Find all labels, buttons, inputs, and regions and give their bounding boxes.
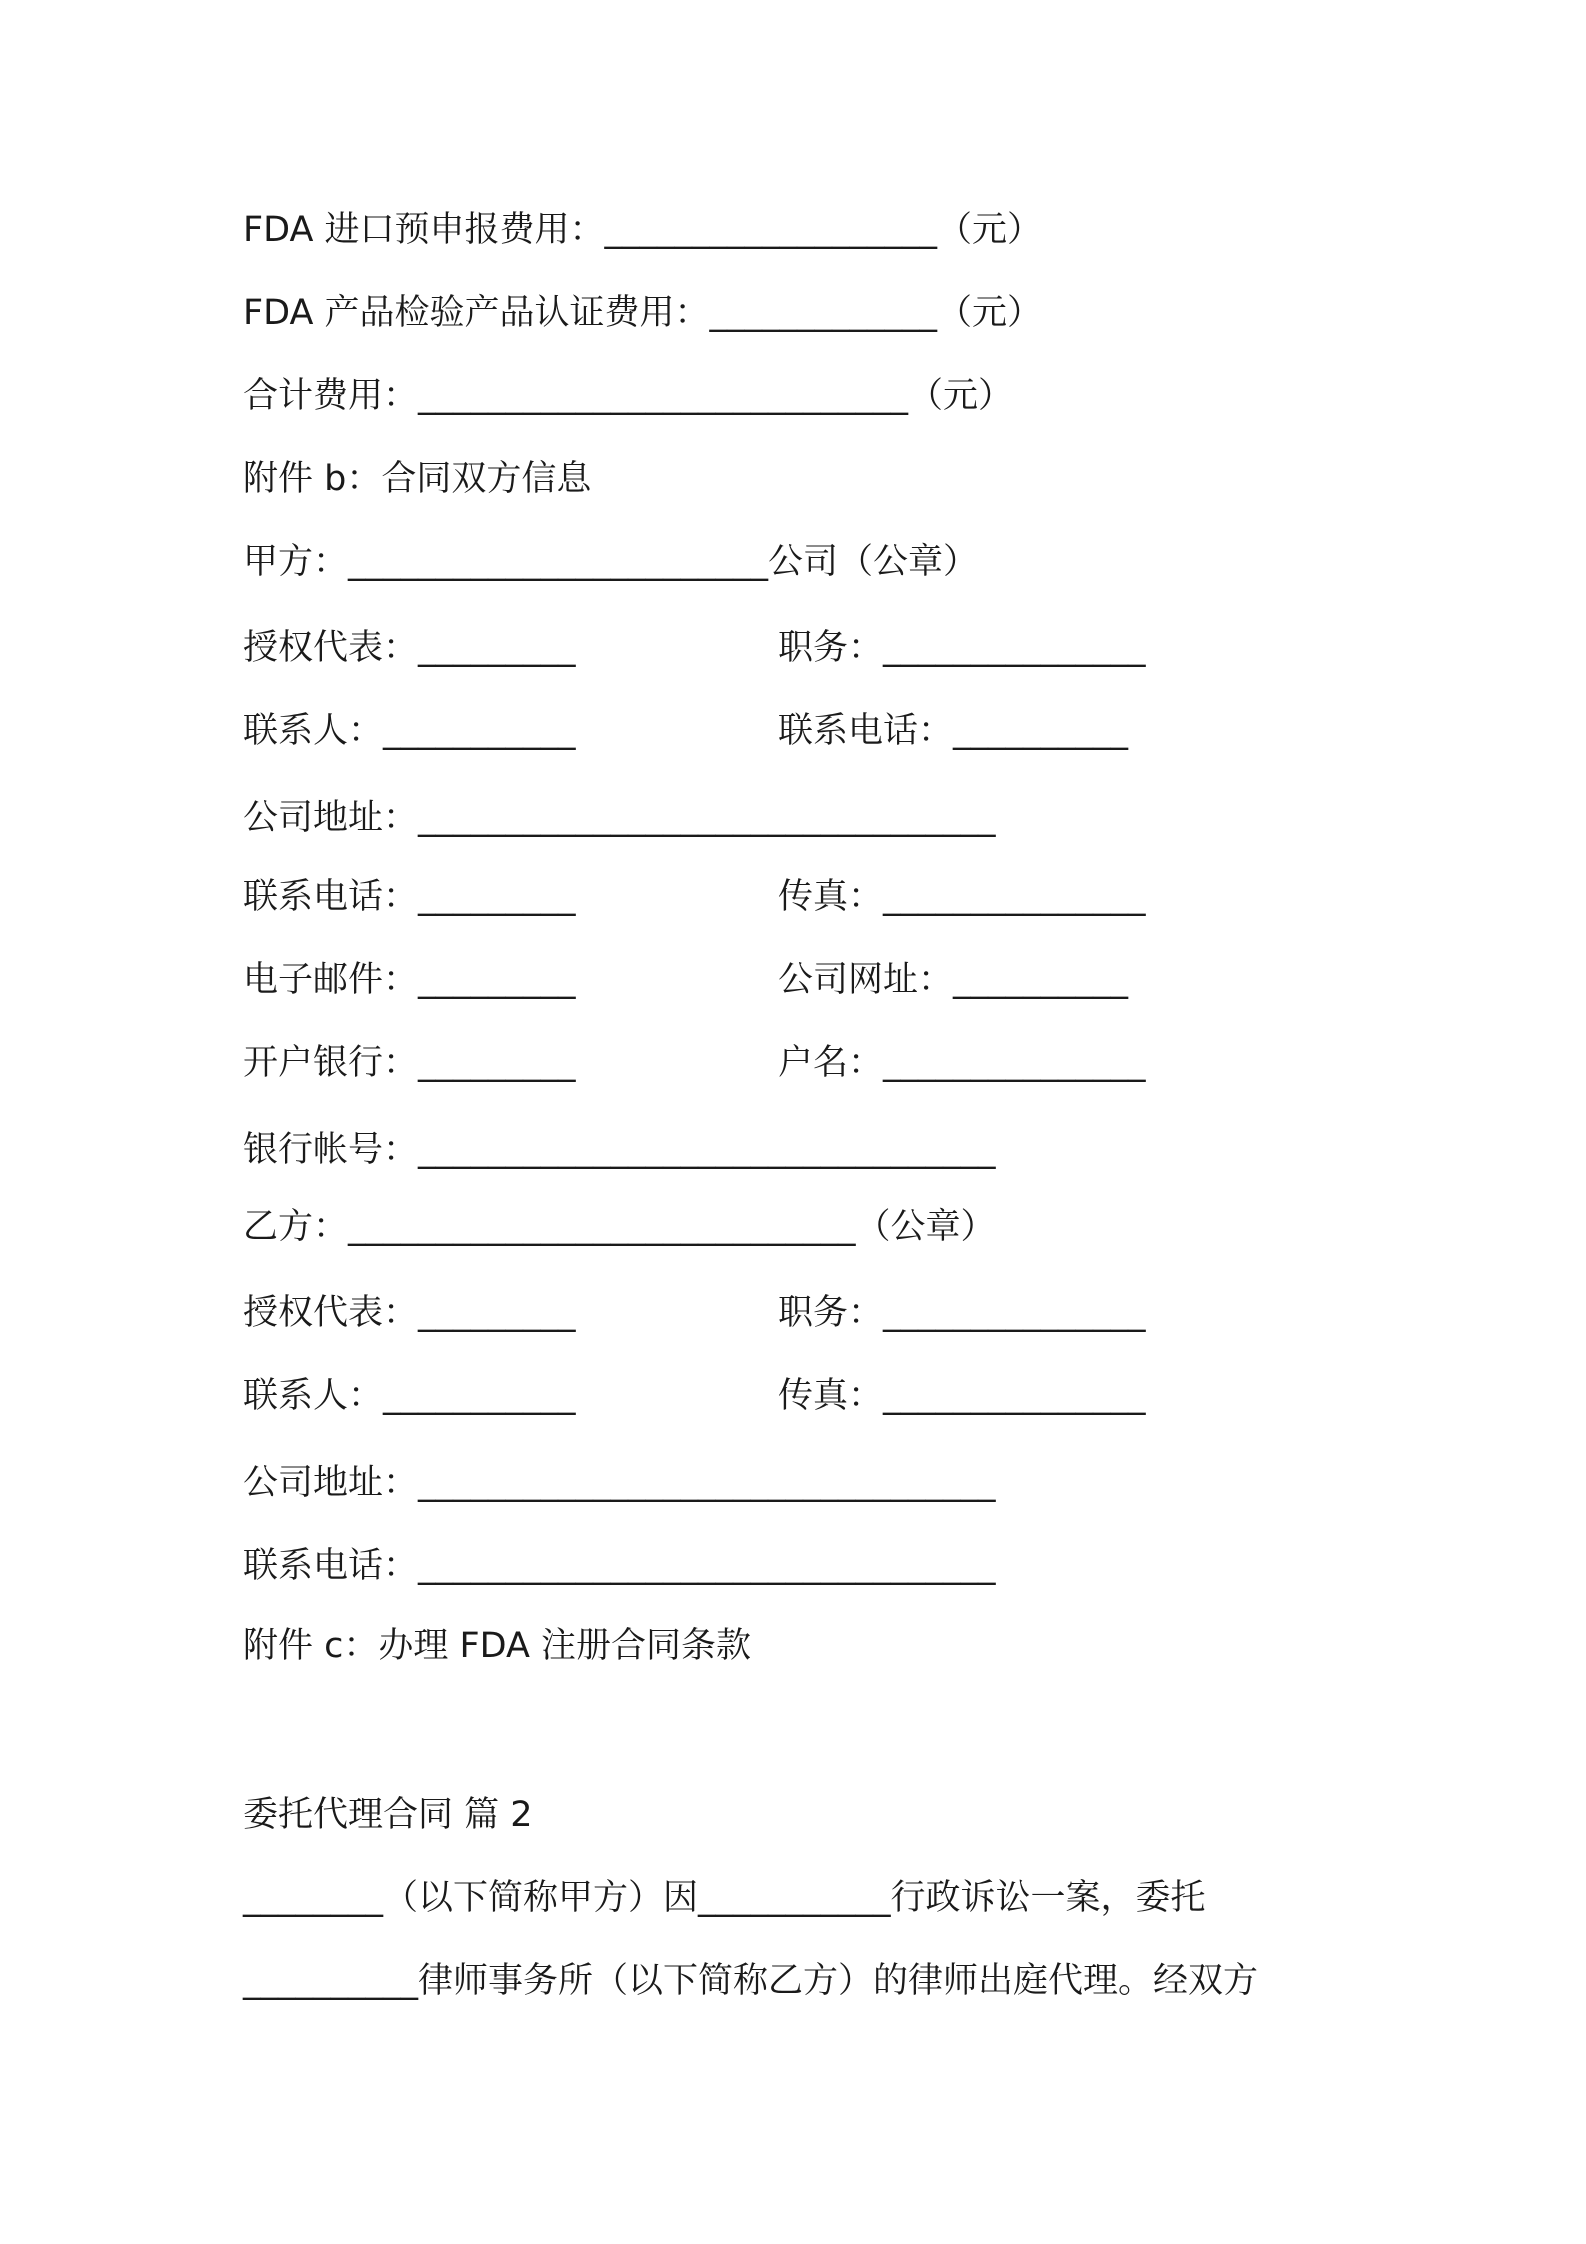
annex-c-title: 附件 c：办理 FDA 注册合同条款	[243, 1626, 752, 1666]
party-a-account-name: 户名：_______________	[778, 1043, 1146, 1083]
party-a-bank: 开户银行：_________	[243, 1043, 576, 1083]
party-a-website: 公司网址：__________	[778, 960, 1129, 1000]
party-a-name: 甲方：________________________公司（公章）	[243, 542, 979, 582]
party-a-contact: 联系人：___________	[243, 711, 576, 751]
party-a-position: 职务：_______________	[778, 628, 1146, 668]
contract2-title: 委托代理合同 篇 2	[243, 1795, 533, 1835]
contract2-para-line1: ________（以下简称甲方）因___________行政诉讼一案，委托	[243, 1878, 1206, 1918]
fee-fda-cert: FDA 产品检验产品认证费用：_____________（元）	[243, 293, 1043, 333]
party-a-phone: 联系电话：_________	[243, 877, 576, 917]
party-b-fax: 传真：_______________	[778, 1376, 1146, 1416]
party-b-position: 职务：_______________	[778, 1293, 1146, 1333]
party-b-rep: 授权代表：_________	[243, 1293, 576, 1333]
party-a-account-no: 银行帐号：_________________________________	[243, 1130, 996, 1170]
fee-fda-import: FDA 进口预申报费用：___________________（元）	[243, 210, 1043, 250]
party-a-address: 公司地址：_________________________________	[243, 798, 996, 838]
party-b-name: 乙方：_____________________________（公章）	[243, 1207, 996, 1247]
contract2-para-line2: __________律师事务所（以下简称乙方）的律师出庭代理。经双方	[243, 1961, 1259, 2001]
party-a-rep: 授权代表：_________	[243, 628, 576, 668]
party-a-email: 电子邮件：_________	[243, 960, 576, 1000]
party-a-fax: 传真：_______________	[778, 877, 1146, 917]
annex-b-title: 附件 b：合同双方信息	[243, 459, 592, 499]
party-b-phone: 联系电话：_________________________________	[243, 1546, 996, 1586]
party-b-contact: 联系人：___________	[243, 1376, 576, 1416]
party-a-phone-right: 联系电话：__________	[778, 711, 1129, 751]
party-b-address: 公司地址：_________________________________	[243, 1463, 996, 1503]
fee-total: 合计费用：____________________________（元）	[243, 376, 1014, 416]
